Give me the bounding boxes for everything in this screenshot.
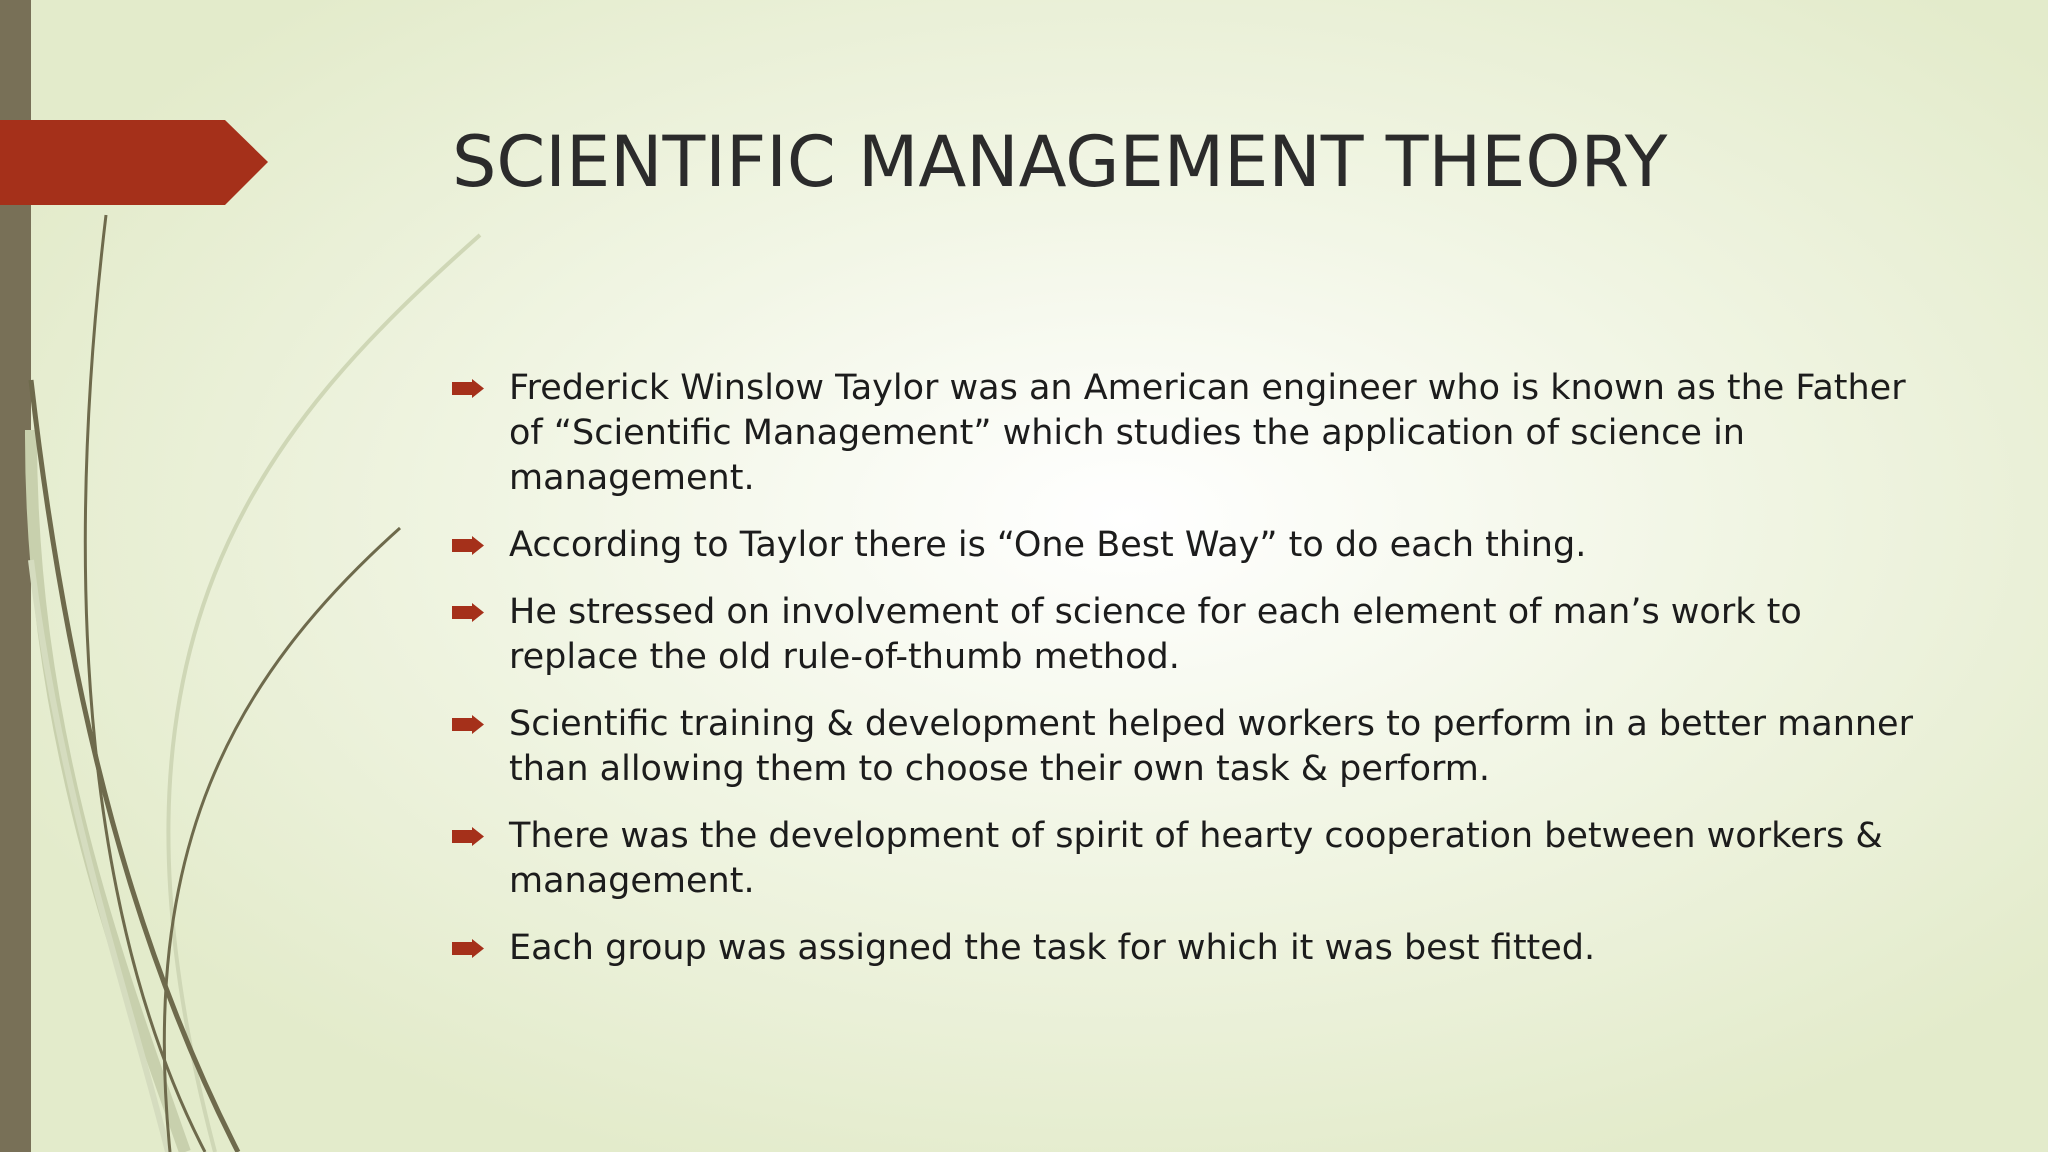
bullet-item-science — [452, 590, 1932, 680]
bullet-text: According to Taylor there is “One Best Way” to do each thing. — [509, 525, 1587, 565]
dark-stem-1 — [85, 215, 205, 1152]
bullet-item-cooperation — [452, 814, 1932, 904]
bullet-item-group-task — [452, 926, 1932, 971]
arrow-right-icon — [452, 715, 484, 734]
arrow-right-icon — [452, 536, 484, 555]
bullet-list — [452, 366, 1932, 993]
bullet-text: Scientific training & development helped workers to perform in a better manner than allowing them to choose their own task & perform. — [509, 704, 1913, 789]
title-arrow-tab — [0, 120, 268, 205]
arrow-right-icon — [452, 939, 484, 958]
light-stem-1 — [168, 235, 480, 1152]
slide-title: SCIENTIFIC MANAGEMENT THEORY — [452, 121, 1668, 203]
arrow-right-icon — [452, 603, 484, 622]
bullet-text: He stressed on involvement of science for each element of man’s work to replace the old rule-of-thumb method. — [509, 592, 1802, 677]
bullet-item-one-best-way — [452, 523, 1932, 568]
bullet-item-training — [452, 702, 1932, 792]
bullet-text: There was the development of spirit of hearty cooperation between workers & management. — [509, 816, 1883, 901]
bullet-text: Frederick Winslow Taylor was an American engineer who is known as the Father of “Scientific Management” which studies the application of science in management. — [509, 368, 1906, 498]
bullet-text: Each group was assigned the task for which it was best fitted. — [509, 928, 1596, 968]
bullet-item-taylor — [452, 366, 1932, 501]
arrow-right-icon — [452, 379, 484, 398]
arrow-right-icon — [452, 827, 484, 846]
